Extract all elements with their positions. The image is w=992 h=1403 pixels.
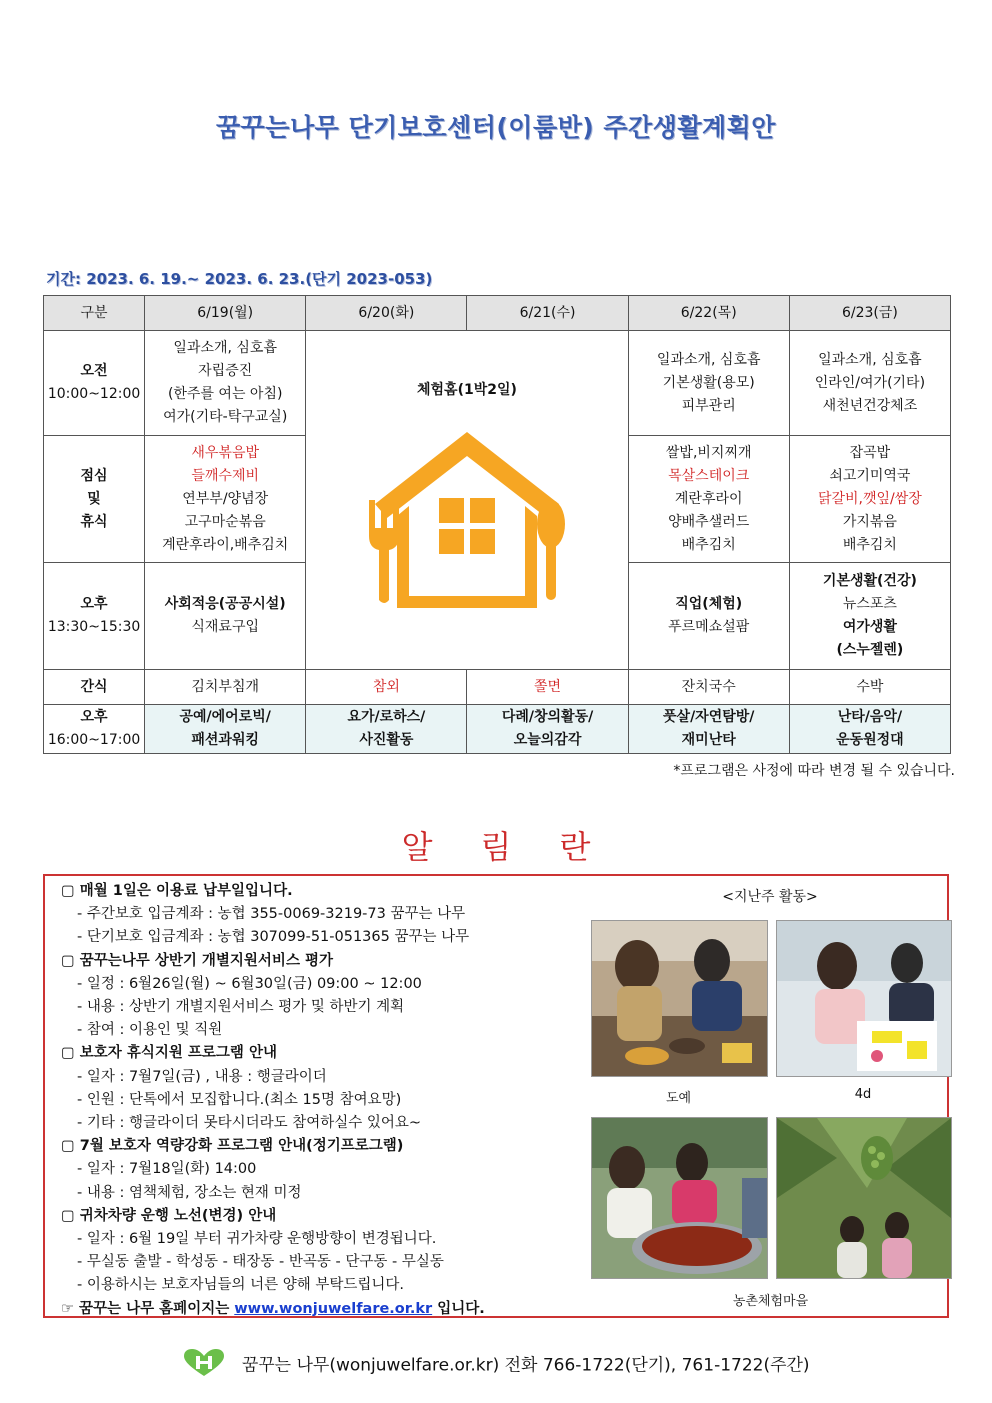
cell-line: 패션과워킹 xyxy=(191,732,259,748)
row-time: 13:30~15:30 xyxy=(47,619,141,635)
weekly-schedule-table xyxy=(43,295,951,754)
row-label-lunch xyxy=(44,436,145,563)
cell-line: 기본생활(건강) xyxy=(822,573,917,589)
row-label-snack: 간식 xyxy=(44,670,145,705)
row-label: 휴식 xyxy=(80,513,108,530)
notice-heading-item: ▢ 보호자 휴식지원 프로그램 안내 xyxy=(61,1045,277,1062)
notice-line: - 내용 : 상반기 개별지원서비스 평가 및 하반기 계획 xyxy=(77,999,405,1016)
header-cell: 6/21(수) xyxy=(467,296,628,331)
footer xyxy=(0,1348,992,1383)
menu-item: 고구마순볶음 xyxy=(184,513,266,530)
photo-farm-1 xyxy=(591,1117,768,1279)
cell-line: (한주를 여는 아침) xyxy=(167,386,283,402)
cell-line: 여가생활 xyxy=(842,619,897,635)
cell-line: 난타/음악/ xyxy=(837,709,903,725)
cell-line: 풋살/자연탐방/ xyxy=(663,709,755,725)
4d-photo-image xyxy=(777,921,951,1076)
menu-item: 들깨수제비 xyxy=(191,467,259,484)
cell-line: (스누젤렌) xyxy=(836,642,904,658)
photo-farm-2 xyxy=(776,1117,952,1279)
row-label: 및 xyxy=(87,490,101,507)
notice-heading: 알림란 xyxy=(401,828,639,866)
row-time: 10:00~12:00 xyxy=(47,386,141,402)
header-cell: 구분 xyxy=(44,296,145,331)
photo-pottery xyxy=(591,920,768,1077)
cell-mon-afternoon xyxy=(145,563,306,670)
cell-fri-afternoon xyxy=(789,563,950,670)
table-row xyxy=(44,331,951,436)
late-cell xyxy=(145,705,306,754)
menu-item: 잡곡밥 xyxy=(849,444,891,461)
photo-4d xyxy=(776,920,952,1077)
notice-line: - 기타 : 행글라이더 못타시더라도 참여하실수 있어요~ xyxy=(77,1115,422,1132)
notice-line: - 일자 : 6월 19일 부터 귀가차량 운행방향이 변경됩니다. xyxy=(77,1231,437,1248)
cell-line: 직업(체험) xyxy=(675,596,743,612)
notice-heading-item: ▢ 7월 보호자 역량강화 프로그램 안내(정기프로그램) xyxy=(61,1138,404,1155)
header-cell: 6/22(목) xyxy=(628,296,789,331)
table-row xyxy=(44,670,951,705)
row-label: 오전 xyxy=(80,363,108,379)
house-meal-icon xyxy=(367,424,567,614)
row-time: 16:00~17:00 xyxy=(47,732,141,748)
menu-item: 목살스테이크 xyxy=(668,467,750,484)
menu-item: 연부부/양념장 xyxy=(182,490,269,507)
late-cell xyxy=(467,705,628,754)
row-label-afternoon xyxy=(44,563,145,670)
cell-line: 기본생활(용모) xyxy=(662,374,755,391)
homepage-prefix: ☞ 꿈꾸는 나무 홈페이지는 xyxy=(61,1300,230,1317)
cell-mon-lunch xyxy=(145,436,306,563)
photo-caption: 농촌체험마을 xyxy=(732,1294,809,1309)
menu-item: 닭갈비,깻잎/쌈장 xyxy=(817,490,922,507)
cell-mon-morning xyxy=(145,331,306,436)
snack-cell: 잔치국수 xyxy=(628,670,789,705)
notice-line: - 이용하시는 보호자님들의 너른 양해 부탁드립니다. xyxy=(77,1277,405,1294)
cell-line: 푸르메쇼설팜 xyxy=(668,619,750,635)
notice-line: - 무실동 출발 - 학성동 - 태장동 - 반곡동 - 단구동 - 무실동 xyxy=(77,1254,444,1271)
cell-line: 피부관리 xyxy=(681,397,736,414)
homepage-link[interactable]: www.wonjuwelfare.or.kr xyxy=(234,1300,433,1317)
homepage-suffix: 입니다. xyxy=(437,1300,485,1317)
row-label: 점심 xyxy=(80,467,108,484)
cell-line: 인라인/여가(기타) xyxy=(814,374,926,391)
snack-cell: 참외 xyxy=(306,670,467,705)
cell-line: 새천년건강체조 xyxy=(822,397,918,414)
cell-line: 일과소개, 심호흡 xyxy=(818,351,922,368)
notice-line: - 참여 : 이용인 및 직원 xyxy=(77,1022,223,1039)
menu-item: 쇠고기미역국 xyxy=(829,467,911,484)
cell-line: 공예/에어로빅/ xyxy=(179,709,271,725)
menu-item: 계란후라이,배추김치 xyxy=(162,536,289,553)
menu-item: 양배추샐러드 xyxy=(668,513,750,530)
tree-logo-icon xyxy=(182,1348,226,1383)
notice-list xyxy=(61,880,591,1321)
notice-heading-item: ▢ 매월 1일은 이용료 납부일입니다. xyxy=(61,883,293,899)
notice-line: - 일정 : 6월26일(월) ~ 6월30일(금) 09:00 ~ 12:00 xyxy=(77,975,422,992)
snack-cell: 쫄면 xyxy=(467,670,628,705)
snack-cell: 수박 xyxy=(789,670,950,705)
snack-cell: 김치부침개 xyxy=(145,670,306,705)
menu-item: 배추김치 xyxy=(842,536,897,553)
notice-line: - 일자 : 7월18일(화) 14:00 xyxy=(77,1161,257,1178)
cell-line: 뉴스포츠 xyxy=(842,596,897,612)
late-cell xyxy=(306,705,467,754)
cell-line: 여가(기타-탁구교실) xyxy=(163,409,288,425)
cell-thu-lunch xyxy=(628,436,789,563)
footer-contact: 꿈꾸는 나무(wonjuwelfare.or.kr) 전화 766-1722(단기), 761-1722(주간) xyxy=(241,1355,810,1376)
cell-line: 재미난타 xyxy=(681,732,736,748)
cell-experience-home xyxy=(306,331,628,670)
menu-item: 새우볶음밥 xyxy=(191,444,259,461)
notice-line: - 일자 : 7월7일(금) , 내용 : 행글라이더 xyxy=(77,1068,327,1085)
schedule-period: 기간: 2023. 6. 19.~ 2023. 6. 23.(단기 2023-053) xyxy=(46,270,433,288)
menu-item: 쌀밥,비지찌개 xyxy=(665,444,752,461)
table-row xyxy=(44,705,951,754)
header-cell: 6/23(금) xyxy=(789,296,950,331)
cell-line: 자립증진 xyxy=(198,363,253,379)
page-title: 꿈꾸는나무 단기보호센터(이룸반) 주간생활계획안 xyxy=(216,113,776,142)
notice-line: - 주간보호 입금계좌 : 농협 355-0069-3219-73 꿈꾸는 나무 xyxy=(77,906,466,923)
cell-line: 사진활동 xyxy=(359,732,414,748)
schedule-change-note: *프로그램은 사정에 따라 변경 될 수 있습니다. xyxy=(673,763,955,779)
notice-line: - 내용 : 염책체험, 장소는 현재 미정 xyxy=(77,1184,302,1201)
notice-line: - 단기보호 입금계좌 : 농협 307099-51-051365 꿈꾸는 나무 xyxy=(77,929,470,946)
notice-heading-item: ▢ 꿈꾸는나무 상반기 개별지원서비스 평가 xyxy=(61,952,334,969)
cell-thu-afternoon xyxy=(628,563,789,670)
header-cell: 6/20(화) xyxy=(306,296,467,331)
cell-fri-lunch xyxy=(789,436,950,563)
menu-item: 가지볶음 xyxy=(842,513,897,530)
photo-caption: 도예 xyxy=(665,1091,692,1106)
notice-heading-item: ▢ 귀차차량 운행 노선(변경) 안내 xyxy=(61,1207,277,1224)
cell-thu-morning xyxy=(628,331,789,436)
photo-caption: 4d xyxy=(854,1087,872,1102)
homepage-line xyxy=(61,1298,591,1321)
row-label: 오후 xyxy=(80,709,108,725)
banana-farm-photo-image xyxy=(777,1118,951,1278)
cell-fri-morning xyxy=(789,331,950,436)
cell-line: 요가/로하스/ xyxy=(347,709,426,725)
cell-line: 다례/창의활동/ xyxy=(501,709,594,725)
cell-line: 사회적응(공공시설) xyxy=(164,596,286,612)
experience-home-label: 체험홈(1박2일) xyxy=(417,382,517,398)
cell-line: 오늘의감각 xyxy=(513,732,582,748)
table-header-row xyxy=(44,296,951,331)
row-label-late-afternoon xyxy=(44,705,145,754)
cell-line: 일과소개, 심호흡 xyxy=(173,340,277,356)
row-label: 오후 xyxy=(80,596,108,612)
farm-cooking-photo-image xyxy=(592,1118,767,1278)
notice-line: - 인원 : 단톡에서 모집합니다.(최소 15명 참여요망) xyxy=(77,1091,402,1108)
pottery-photo-image xyxy=(592,921,767,1076)
menu-item: 계란후라이 xyxy=(674,490,743,507)
cell-line: 운동원정대 xyxy=(836,732,904,748)
late-cell xyxy=(628,705,789,754)
late-cell xyxy=(789,705,950,754)
gallery-title: <지난주 활동> xyxy=(722,889,818,905)
cell-line: 일과소개, 심호흡 xyxy=(656,351,761,368)
row-label-morning xyxy=(44,331,145,436)
notice-board xyxy=(43,874,949,1318)
cell-line: 식재료구입 xyxy=(191,619,259,635)
header-cell: 6/19(월) xyxy=(145,296,306,331)
menu-item: 배추김치 xyxy=(681,536,736,553)
